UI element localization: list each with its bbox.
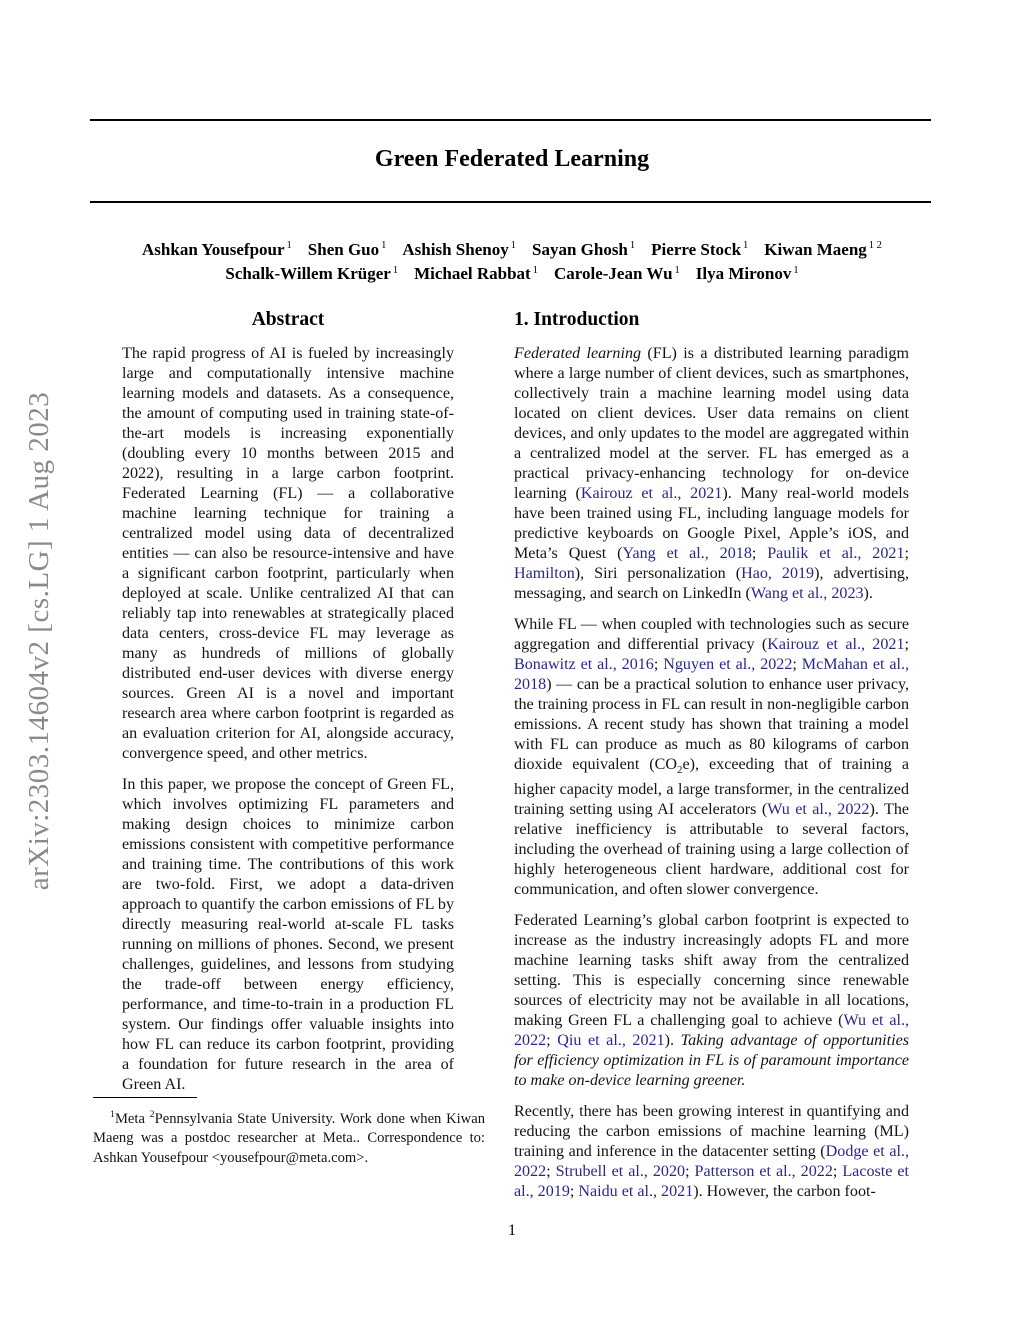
text-segment: ; xyxy=(569,1183,579,1201)
text-segment: Federated Learning’s global carbon footprint is expected to increase as the industry increasingly adopts FL and more machine learning tasks shift away from the centralized setting. This is especially concerning since renewable sources of electricity may not be available in all locations, making Green FL a challenging goal to achieve ( xyxy=(514,912,909,1030)
text-segment: ; xyxy=(685,1163,695,1181)
author-name: Pierre Stock xyxy=(651,239,742,259)
text-segment: ; xyxy=(751,545,768,562)
citation-link[interactable]: Paulik et al., 2021 xyxy=(767,545,905,562)
citation-link[interactable]: Hamilton xyxy=(514,565,575,582)
text-segment: 2 xyxy=(149,1109,155,1120)
citation-link[interactable]: Strubell et al., 2020 xyxy=(555,1163,686,1181)
citation-link[interactable]: Bonawitz et al., 2016 xyxy=(514,656,654,673)
text-segment: ). The relative inefficiency is attributable to several factors, including the overhead of training using a large collection of highly heterogeneous client hardware, additional cost for communication, and often slower convergence. xyxy=(514,801,910,899)
citation-link[interactable]: Kairouz et al., 2021 xyxy=(767,636,905,653)
author xyxy=(764,240,882,259)
author-name: Schalk-Willem Krüger xyxy=(225,264,391,284)
author-name: Ashkan Yousefpour xyxy=(142,239,285,259)
text-segment: ; xyxy=(546,1163,556,1181)
author-affiliation-superscript: 1 xyxy=(286,240,292,251)
footnote-text xyxy=(93,1105,485,1168)
author-affiliation-superscript: 1 xyxy=(793,264,799,276)
text-segment: Taking advantage of opportunities for efficiency optimization in FL is of paramount importance to make on-device learning greener. xyxy=(514,1032,909,1090)
citation-link[interactable]: Hao, 2019 xyxy=(741,565,815,582)
title-rule-top xyxy=(90,119,931,121)
text-segment: ) — can be a practical solution to enhance user privacy, the training process in FL can result in non-negligible carbon emissions. A recent study has shown that training a model with FL can produce as much as 80 kilograms of carbon dioxide equivalent (CO xyxy=(514,676,909,773)
page-number: 1 xyxy=(508,1222,516,1239)
authors-block xyxy=(0,235,1024,284)
citation-link[interactable]: Dodge et al., 2022 xyxy=(514,1143,909,1181)
citation-link[interactable]: Naidu et al., 2021 xyxy=(578,1183,694,1201)
introduction-paragraph-1 xyxy=(514,344,909,604)
author xyxy=(696,264,799,283)
introduction-paragraph-2 xyxy=(514,615,909,900)
author-affiliation-superscript: 1 xyxy=(392,264,399,276)
abstract-body xyxy=(122,344,454,1095)
citation-link[interactable]: Nguyen et al., 2022 xyxy=(663,656,793,673)
paper-title: Green Federated Learning xyxy=(374,146,650,172)
author xyxy=(532,240,635,259)
citation-link[interactable]: Kairouz et al., 2021 xyxy=(580,485,723,502)
citation-link[interactable]: McMahan et al., 2018 xyxy=(514,656,910,693)
author xyxy=(651,240,748,259)
text-segment: Recently, there has been growing interest in quantifying and reducing the carbon emissions of machine learning (ML) training and inference in the datacenter setting ( xyxy=(514,1103,909,1161)
text-segment: The rapid progress of AI is fueled by increasingly large and computationally intensive machine learning models and datasets. As a consequence, the amount of computing used in training state-of-the-art models is increasing exponentially (doubling every 10 months between 2015 and 2022), resulting in a large carbon footprint. Federated Learning (FL) — a collaborative machine learning technique for training a centralized model using data of decentralized entities — can also be resource-intensive and have a significant carbon footprint, particularly when deployed at scale. Unlike centralized AI that can reliably tap into renewables at strategically placed data centers, cross-device FL may leverage as many as hundreds of millions of globally distributed end-user devices with diverse energy sources. Green AI is a novel and important research area where carbon footprint is regarded as an evaluation criterion for AI, alongside accuracy, convergence speed, and other metrics. xyxy=(122,345,454,762)
introduction-paragraph-3 xyxy=(514,911,909,1091)
author xyxy=(225,264,398,283)
author-name: Carole-Jean Wu xyxy=(553,264,673,284)
text-segment: ), advertising, messaging, and search on LinkedIn ( xyxy=(514,565,909,602)
author xyxy=(308,240,387,259)
title-rule-bottom xyxy=(90,201,931,203)
arxiv-watermark: arXiv:2303.14604v2 [cs.LG] 1 Aug 2023 xyxy=(23,391,55,891)
text-segment: Pennsylvania State University. Work done when Kiwan Maeng was a postdoc researcher at Meta.. Correspondence to: Ashkan Yousefpour <yousefpour@meta.com>. xyxy=(93,1110,485,1166)
author xyxy=(402,240,516,259)
text-segment: ; xyxy=(546,1032,558,1050)
text-segment: ). Many real-world models have been trained using FL, including language models for predictive keyboards on Google Pixel, Apple’s iOS, and Meta’s Quest ( xyxy=(514,485,909,562)
author-name: Ilya Mironov xyxy=(695,264,792,284)
footnote-block xyxy=(93,1097,485,1168)
text-segment: ), Siri personalization ( xyxy=(574,565,742,582)
text-segment: While FL — when coupled with technologies such as secure aggregation and differential privacy ( xyxy=(514,616,909,653)
footnote-rule xyxy=(93,1097,197,1098)
author-name: Shen Guo xyxy=(307,239,380,259)
text-segment: In this paper, we propose the concept of Green FL, which involves optimizing FL parameters and making design choices to minimize carbon emissions consistent with competitive performance and training time. The contributions of this work are two-fold. First, we adopt a data-driven approach to quantify the carbon emissions of FL by directly measuring real-world at-scale FL tasks running on millions of phones. Second, we present challenges, guidelines, and lessons from studying the trade-off between energy efficiency, performance, and time-to-train in a production FL system. Our findings offer valuable insights into how FL can reduce its carbon footprint, providing a foundation for future research in the area of Green AI. xyxy=(122,776,454,1093)
author-line-2 xyxy=(0,260,1024,285)
author-affiliation-superscript: 1 xyxy=(743,240,749,251)
citation-link[interactable]: Qiu et al., 2021 xyxy=(557,1032,665,1050)
author-name: Kiwan Maeng xyxy=(764,239,867,259)
author-name: Ashish Shenoy xyxy=(402,239,509,259)
text-segment: ; xyxy=(832,1163,843,1181)
citation-link[interactable]: Yang et al., 2018 xyxy=(622,545,752,562)
citation-link[interactable]: Wu et al., 2022 xyxy=(767,801,870,819)
author-affiliation-superscript: 1 2 xyxy=(868,240,882,251)
text-segment: ; xyxy=(904,636,909,653)
author xyxy=(414,264,538,283)
author-affiliation-superscript: 1 xyxy=(532,264,538,276)
text-segment: ; xyxy=(904,545,909,562)
text-segment: ; xyxy=(792,656,802,673)
author-affiliation-superscript: 1 xyxy=(381,240,387,251)
text-segment: ). xyxy=(664,1032,681,1050)
text-segment: Meta xyxy=(114,1110,150,1127)
introduction-paragraph-4 xyxy=(514,1102,909,1202)
text-segment: 2 xyxy=(677,764,683,777)
text-segment: ). xyxy=(863,585,873,602)
introduction-heading: 1. Introduction xyxy=(514,309,640,330)
author-affiliation-superscript: 1 xyxy=(510,240,516,251)
citation-link[interactable]: Lacoste et al., 2019 xyxy=(514,1163,909,1201)
citation-link[interactable]: Patterson et al., 2022 xyxy=(694,1163,833,1181)
text-segment: ). However, the carbon foot- xyxy=(693,1183,876,1201)
abstract-paragraph-2 xyxy=(122,775,454,1095)
abstract-paragraph-1 xyxy=(122,344,454,764)
text-segment: e), exceeding that of training a higher capacity model, a large transformer, in the centralized training setting using AI accelerators ( xyxy=(514,756,909,819)
author-name: Sayan Ghosh xyxy=(531,239,628,259)
author-name: Michael Rabbat xyxy=(414,264,531,284)
author-line-1 xyxy=(0,235,1024,260)
author-affiliation-superscript: 1 xyxy=(674,264,680,276)
text-segment: 1 xyxy=(110,1109,115,1120)
introduction-section xyxy=(514,309,909,1202)
text-segment: (FL) is a distributed learning paradigm where a large number of client devices, such as smartphones, collectively train a machine learning model using data located on client devices. User data remains on client devices, and only updates to the model are aggregated within a centralized model at the server. FL has emerged as a practical privacy-enhancing technology for on-device learning ( xyxy=(514,345,909,502)
text-segment: Federated learning xyxy=(514,345,642,362)
abstract-section xyxy=(93,309,483,1095)
abstract-heading: Abstract xyxy=(251,309,325,330)
citation-link[interactable]: Wang et al., 2023 xyxy=(750,585,864,602)
author-affiliation-superscript: 1 xyxy=(629,240,636,251)
text-segment: ; xyxy=(653,656,664,673)
author xyxy=(142,240,292,259)
citation-link[interactable]: Wu et al., 2022 xyxy=(514,1012,910,1050)
author xyxy=(554,264,680,283)
